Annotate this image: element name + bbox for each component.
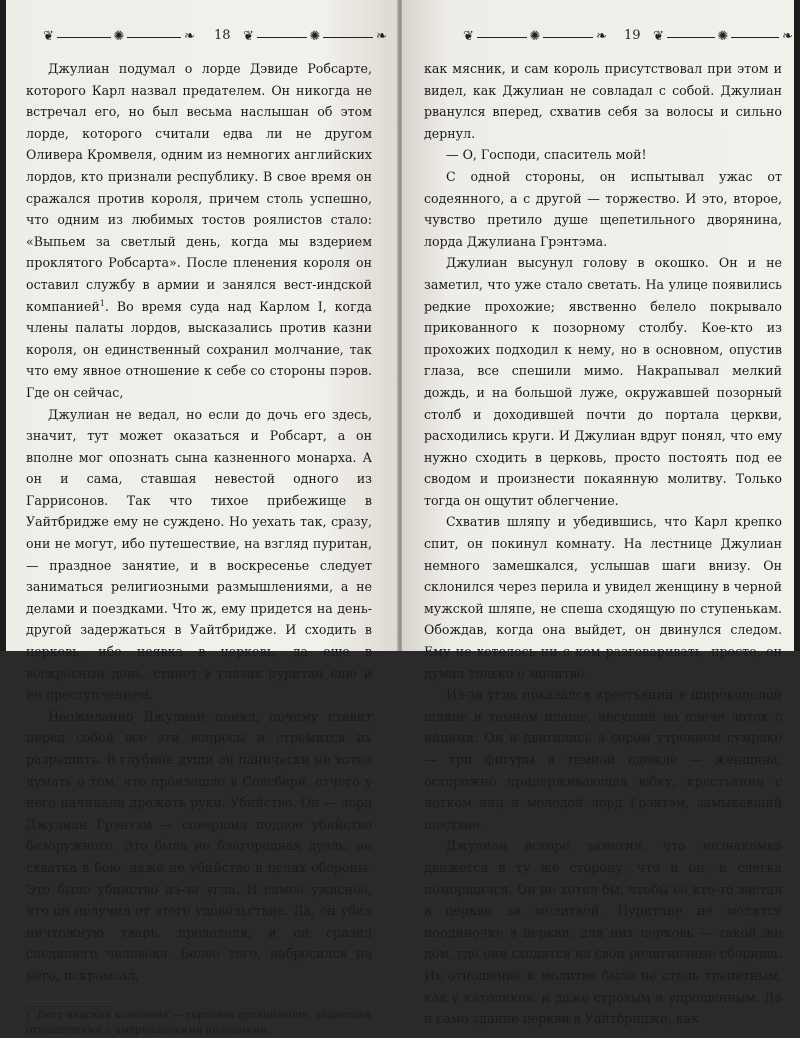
paragraph: Из-за угла показался крестьянин в широкополой шляпе и темном плаще, несущий на плече лоток с яйцами. Он и двигались в сером утреннем сумраке — три фигуры в темной одежде — женщина, осторожно придерживающая юбку, крестьянин с лотком яиц и молодой лорд Грэнтэм, замыкавший шествие. (424, 687, 782, 832)
paragraph: Джулиан не ведал, но если до дочь его здесь, значит, тут может оказаться и Робсарт, а он вполне мог опознать сына казненного монарха. А он и сама, ставшая невестой одного из Гаррисонов. Так что тихое прибежище в Уайтбридже ему не суждено. Но уехать так, сразу, они не могут, ибо путешествие, на взгляд пуритан, — праздное занятие, и в воскресенье следует заниматься религиозными размышлениями, а не делами и поездками. Что ж, ему придется на день-другой задержаться в Уайтбридже. И сходить в церковь, ибо неявка в церковь, да еще в воскресный день, станет в глазах пуритан еще и не преступлением. (26, 406, 372, 703)
flourish-icon: ❧ (376, 29, 387, 44)
flower-ornament-icon: ✺ (113, 29, 125, 44)
page-number-right: 19 (624, 28, 641, 43)
flourish-icon: ❧ (184, 29, 195, 44)
paragraph: Джулиан подумал о лорде Дэвиде Робсарте, которого Карл назвал предателем. Он никогда не встречал его, но был весьма наслышан об этом лорде, которого считали едва ли не другом Оливера Кромвеля, одним из немногих английских лордов, кто признали республику. В свое время он сражался против короля, причем столь успешно, что одним из любимых тостов роялистов стало: «Выпьем за светлый день, когда мы вздерием проклятого Робсарта». После пленения короля он оставил службу в армии и занялся вест-индской компанией$^1$. Во время суда над Карлом I, когда члены палаты лордов, высказались против казни короля, он единственный сохранил молчание, так что ему явное отношение к себе со стороны пэров. Где он сейчас, (26, 61, 372, 400)
footnote-text: Вест-индская компания — торговая организация, ведающая отношениями с американскими колониями. (26, 1008, 372, 1036)
right-page (402, 0, 794, 1027)
paragraph: Схватив шляпу и убедившись, что Карл крепко спит, он покинул комнату. На лестнице Джулиан немного замешкался, услышав шаги внизу. Он склонился через перила и увидел женщину в черной мужской шляпе, не спеша сходящую по ступенькам. Обождав, когда она выйдет, он двинулся следом. Ему не хотелось ни с кем разговаривать, просто, он думал только о молитве. (424, 514, 782, 681)
flower-ornament-icon: ✺ (529, 29, 541, 44)
left-page-body (26, 58, 372, 987)
flourish-icon: ❦ (43, 29, 54, 44)
paragraph: как мясник, и сам король присутствовал при этом и видел, как Джулиан не совладал с собой. Джулиан рванулся вперед, схватив себя за волосы и сильно дернул. (424, 61, 782, 141)
paragraph: — О, Господи, спаситель мой! (446, 147, 647, 163)
header-ornament-right (650, 29, 796, 44)
right-page-body (424, 58, 782, 1030)
paragraph: Джулиан вскоре заметил, что незнакомка движется в ту же сторону, что и он, и слегка поморщился. Он не хотел бы, чтобы ее кто-то застал в церкви за молитвой. Пуритане не молятся поодиночке в церкви, для них церковь — такой же дом, где они сходятся на свои религиозные сборища. Их отношение к молитве было не столь трепетным, как у католиков, и даже суровым и упрощенным. Да и само здание церкви в Уайтбридже, как (424, 838, 782, 1027)
footnote-mark: 1 (26, 1010, 32, 1020)
flourish-icon: ❦ (463, 29, 474, 44)
right-page-header (424, 0, 793, 58)
footnote-divider (26, 1001, 116, 1002)
flourish-icon: ❧ (596, 29, 607, 44)
page-number-left: 18 (214, 28, 231, 43)
header-ornament-left (40, 29, 198, 44)
flourish-icon: ❧ (782, 29, 793, 44)
flourish-icon: ❦ (243, 29, 254, 44)
header-ornament-right (240, 29, 390, 44)
paragraph: Джулиан высунул голову в окошко. Он и не заметил, что уже стало светать. На улице появились редкие прохожие; явственно белело покрывало прикованного к позорному столбу. Кое-кто из прохожих подходил к нему, но в основном, опустив глаза, все спешили мимо. Накрапывал мелкий дождь, и на большой луже, окружавшей позорный столб и доходившей почти до портала церкви, расходились круги. И Джулиан вдруг понял, что ему нужно сходить в церковь, просто постоять под ее сводом и произнести покаянную молитву. Только тогда он ощутит облегчение. (424, 255, 782, 508)
paragraph: Неожиданно Джулиан понял, почему ставит перед собой все эти вопросы и стремится их разрешить. В глубине души он панически не хотел думать о том, что произошло в Солсбери, отчего у него начинали дрожать руки. Убийство. Он — лорд Джулиан Грэнтэм — совершил подлое убийство безоружного. Это была не благородная дуэль, не схватка в бою, даже не убийство в целях обороны. Это было убийство из-за угла. И самое ужасное, что он получил от этого удовольствие. Да, он убил ничтожную тварь, предателя, и он сразил следящего человека. Более того, набросился на него, искромсал, (26, 708, 372, 983)
flower-ornament-icon: ✺ (309, 29, 321, 44)
flourish-icon: ❦ (653, 29, 664, 44)
header-ornament-left (460, 29, 610, 44)
paragraph: С одной стороны, он испытывал ужас от содеянного, а с другой — торжество. И это, второе, чувство претило душе щепетильного дворянина, лорда Джулиана Грэнтэма. (424, 168, 782, 249)
left-page-header (26, 0, 387, 58)
footnote-ref: 1 (99, 298, 105, 308)
flower-ornament-icon: ✺ (717, 29, 729, 44)
footnote (26, 1008, 372, 1038)
left-page (6, 0, 398, 1036)
